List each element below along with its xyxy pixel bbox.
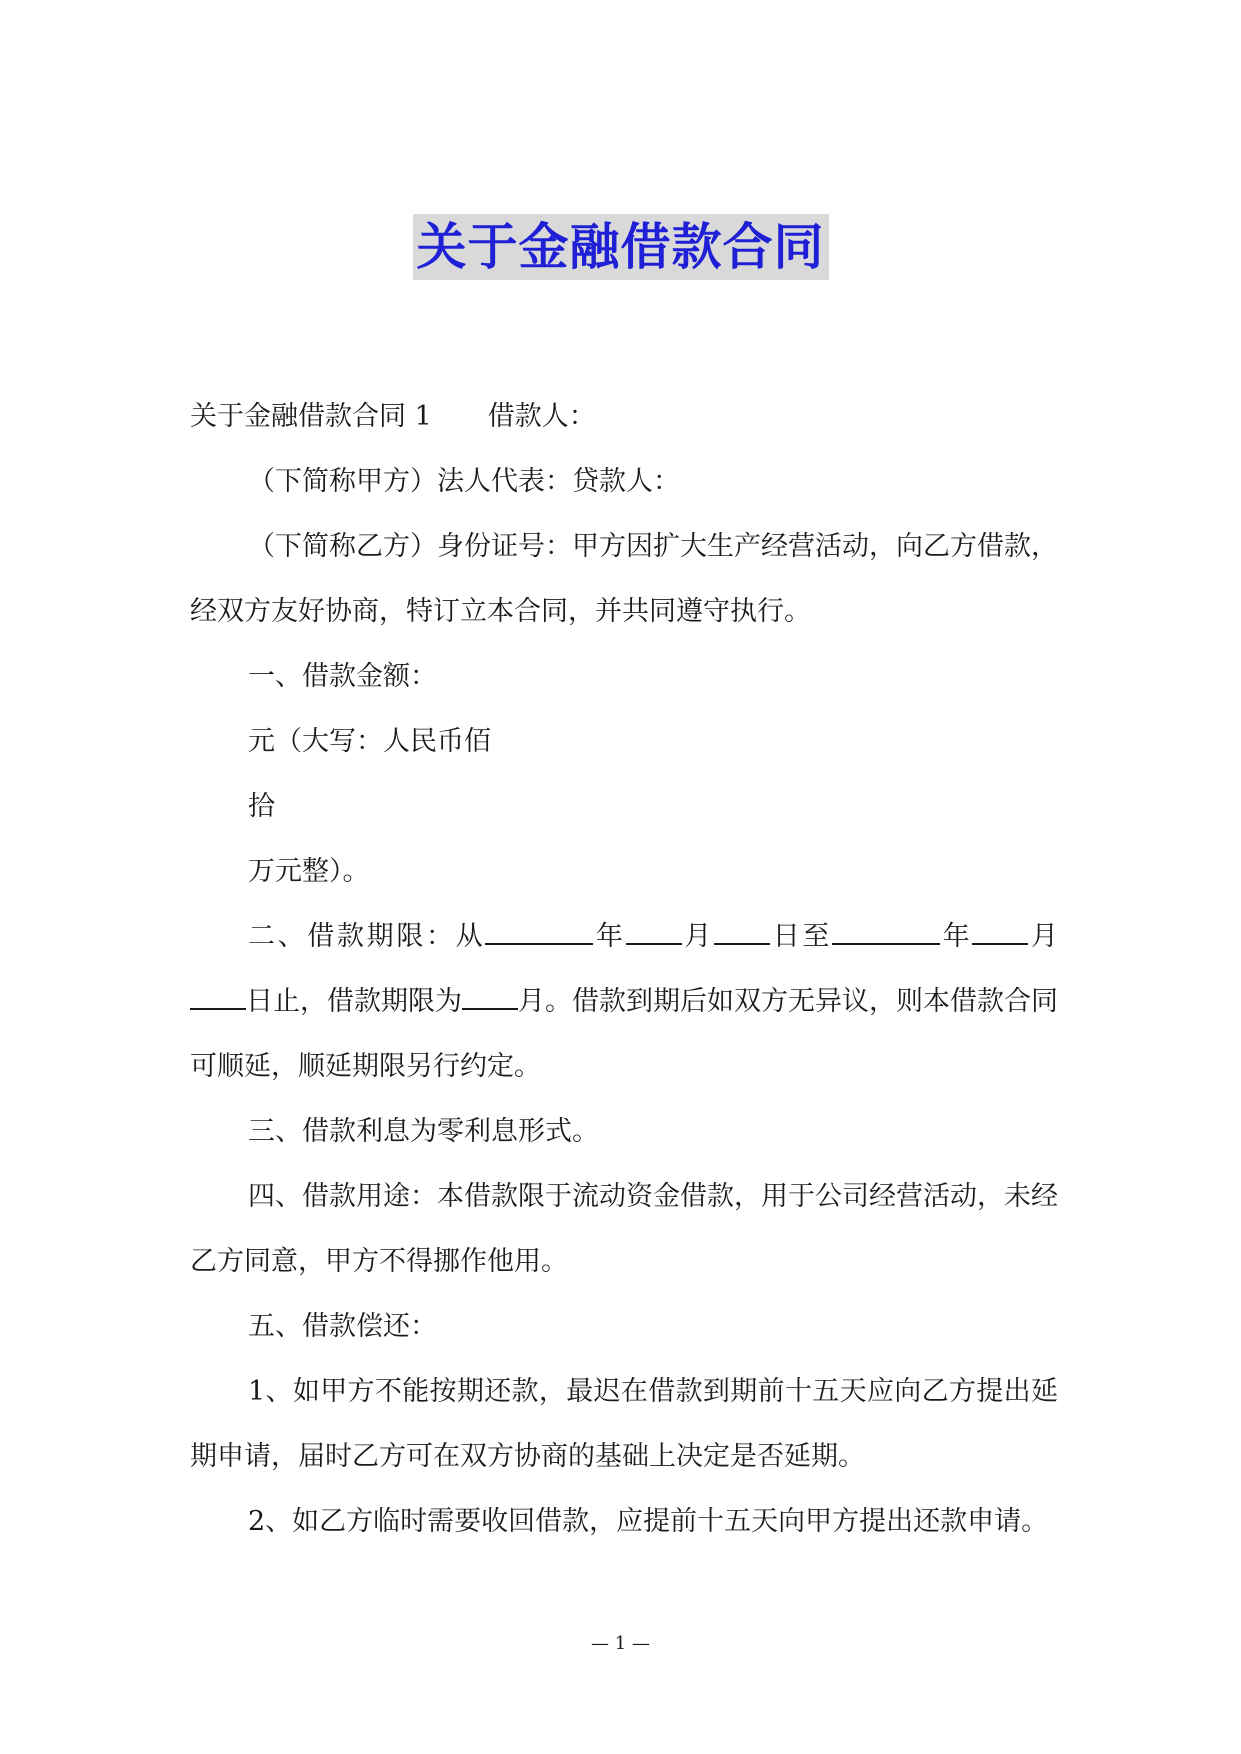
blank-start-month bbox=[626, 917, 682, 945]
paragraph-repayment-2: 2、如乙方临时需要收回借款，应提前十五天向甲方提出还款申请。 bbox=[248, 1506, 1049, 1537]
paragraph-party-b: （下简称乙方）身份证号：甲方因扩大生产经营活动，向乙方借款，经双方友好协商，特订立本合同，并共同遵守执行。 bbox=[190, 531, 1058, 627]
blank-end-day bbox=[190, 982, 246, 1010]
paragraph-amount-yuan: 元（大写：人民币佰 bbox=[248, 726, 491, 757]
blank-term-months bbox=[462, 982, 518, 1010]
paragraph-party-a: （下简称甲方）法人代表：贷款人： bbox=[248, 466, 680, 497]
blank-start-year bbox=[485, 917, 593, 945]
paragraph-repayment-1: 1、如甲方不能按期还款，最迟在借款到期前十五天应向乙方提出延期申请，届时乙方可在双方协商的基础上决定是否延期。 bbox=[190, 1376, 1058, 1472]
paragraph-amount-wan: 万元整）。 bbox=[248, 856, 370, 887]
paragraph-interest: 三、借款利息为零利息形式。 bbox=[248, 1116, 599, 1147]
page-number: — 1 — bbox=[591, 1633, 650, 1654]
blank-start-day bbox=[714, 917, 770, 945]
paragraph-amount-shi: 拾 bbox=[248, 791, 275, 822]
blank-end-year bbox=[832, 917, 940, 945]
title-wrapper bbox=[0, 214, 1241, 280]
document-body bbox=[190, 384, 1058, 1554]
blank-end-month bbox=[972, 917, 1028, 945]
paragraph-header bbox=[190, 384, 1058, 449]
paragraph-purpose: 四、借款用途：本借款限于流动资金借款，用于公司经营活动，未经乙方同意，甲方不得挪作他用。 bbox=[190, 1181, 1058, 1277]
paragraph-loan-amount-heading: 一、借款金额： bbox=[248, 661, 437, 692]
borrower-label: 借款人： bbox=[487, 401, 596, 432]
paragraph-repayment-heading: 五、借款偿还： bbox=[248, 1311, 437, 1342]
document-title: 关于金融借款合同 bbox=[413, 214, 829, 280]
paragraph-loan-term: 二、借款期限：从 年 月 日至 年 月日止，借款期限为 月。借款到期后如双方无异议，则本借款合同可顺延，顺延期限另行约定。 bbox=[190, 904, 1058, 1099]
contract-heading: 关于金融借款合同 1 bbox=[190, 401, 432, 432]
